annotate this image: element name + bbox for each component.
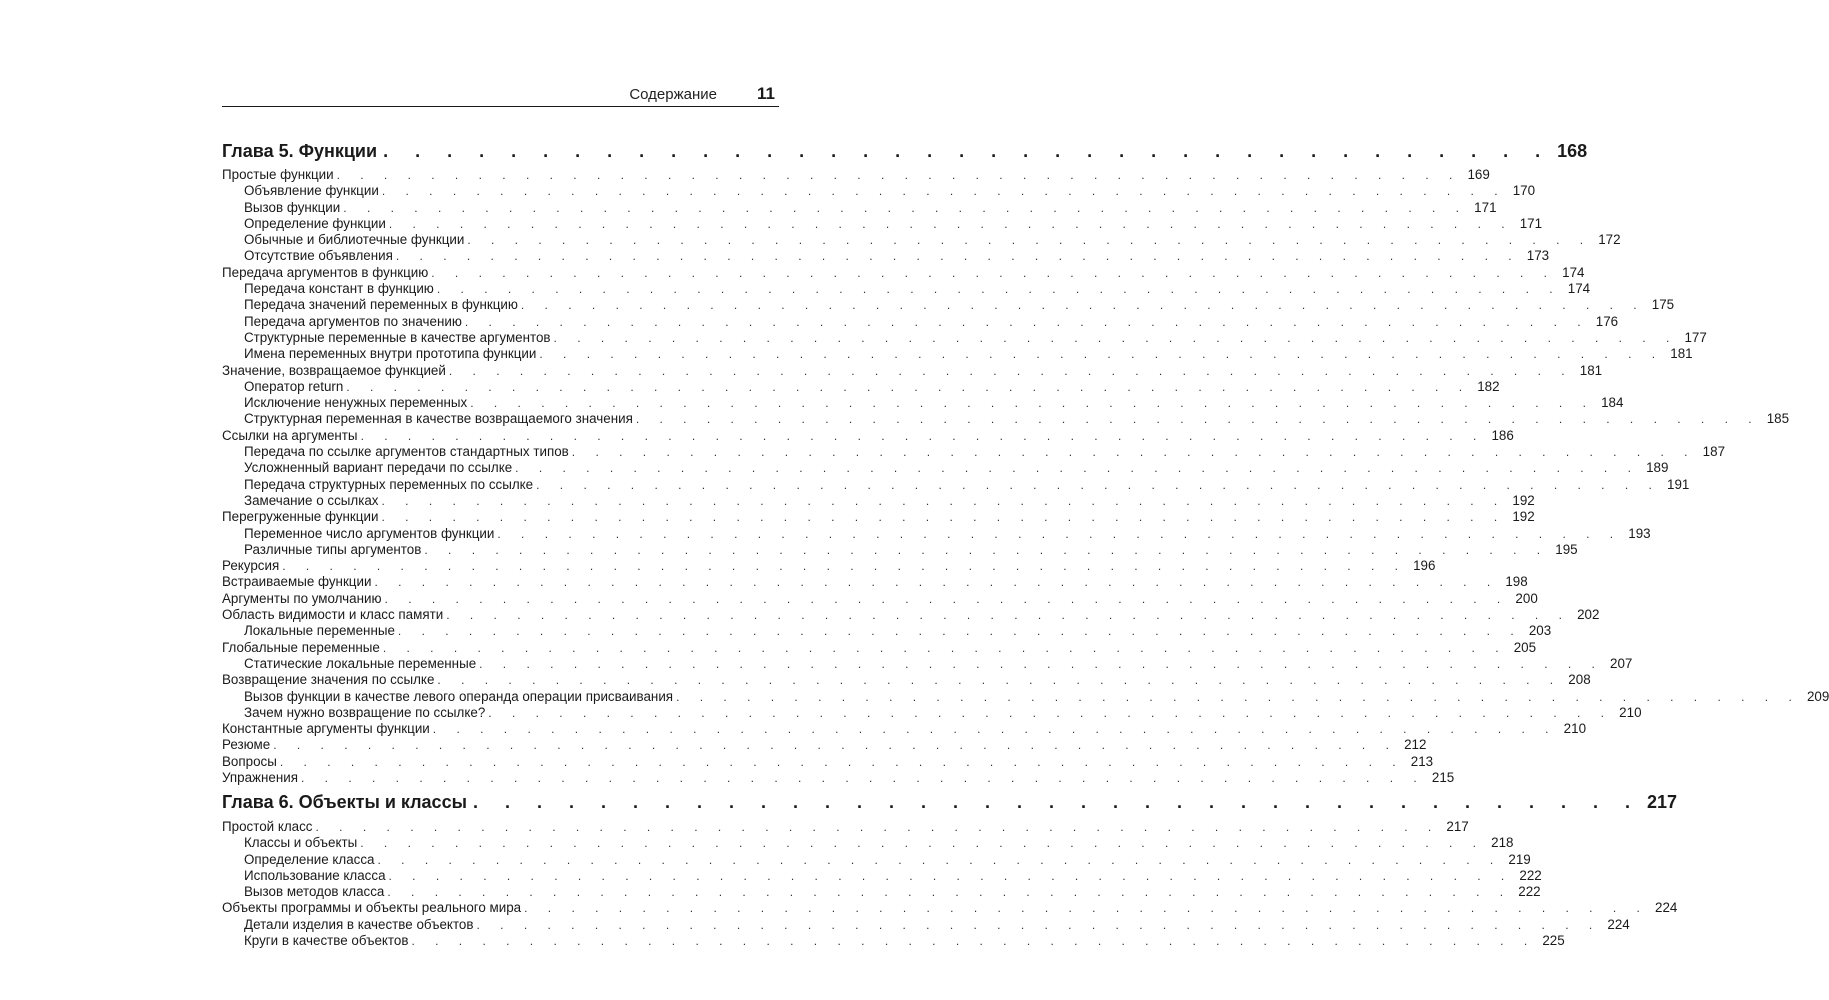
toc-entry (222, 574, 1528, 590)
toc-entry-page: 217 (1446, 819, 1469, 834)
toc-entry-title: Локальные переменные (244, 623, 395, 639)
dot-leader: . . . . . . . . . . . . . . . . . . . . . . . . . . . . . . . . . . . . . . . . . . . . . . . . (571, 445, 1697, 460)
toc-entry-page: 172 (1598, 232, 1621, 248)
dot-leader: . . . . . . . . . . . . . . . . . . . . . . . . . . . . . . . . . . . . . . . . . . . . . . . . (384, 591, 1509, 606)
chapter-heading (222, 141, 1588, 165)
toc-entry (222, 721, 1587, 737)
dot-leader: . . . . . . . . . . . . . . . . . . . . . . . . . . . . . . . . . . . . . . . . . . . . . . . . (282, 559, 1407, 574)
toc-list (222, 167, 1829, 786)
toc-entry-title: Замечание о ссылках (244, 492, 379, 508)
dot-leader: . . . . . . . . . . . . . . . . . . . . . . . . . . . . . . . . . . . . . . . . . . . . . . . . (424, 542, 1549, 557)
toc-entry-title: Константные аргументы функции (222, 721, 430, 737)
toc-entry-page: 187 (1702, 444, 1726, 460)
toc-entry (222, 655, 1633, 672)
dot-leader: . . . . . . . . . . . . . . . . . . . . . . . . . . . . . . . . . . . . . . . . . . . . . . . . (343, 200, 1468, 215)
toc-entry-title: Оператор return (244, 378, 344, 394)
toc-entry-title: Область видимости и класс памяти (222, 607, 444, 623)
toc-entry-page: 210 (1619, 704, 1642, 720)
toc-entry-title: Упражнения (222, 769, 298, 785)
toc-entry-title: Исключение ненужных переменных (244, 395, 468, 411)
toc-entry-page: 212 (1404, 737, 1427, 753)
toc-list (222, 819, 1678, 949)
toc-entry-title: Усложненный вариант передачи по ссылке (244, 460, 513, 476)
dot-leader: . . . . . . . . . . . . . . . . . . . . . . . . . . . . . . . . . . . . . . . . . . . . . . . . (470, 396, 1595, 411)
toc-entry-page: 222 (1518, 884, 1541, 900)
toc-entry-title: Значение, возвращаемое функцией (222, 362, 446, 378)
toc-entry-page: 191 (1667, 476, 1690, 492)
toc-entry (222, 281, 1591, 297)
header-page-number: 11 (757, 84, 775, 103)
toc-entry-title: Передача по ссылке аргументов стандартных типов (244, 444, 569, 460)
toc-entry (222, 167, 1490, 183)
toc-entry-title: Статические локальные переменные (244, 655, 477, 671)
toc-entry-page: 171 (1519, 215, 1543, 231)
dot-leader: . . . . . . . . . . . . . . . . . . . . . . . . . . . . . . . . . . . . . . . . . . . . . . . . (279, 754, 1405, 769)
toc-entry (222, 916, 1630, 933)
toc-entry-page: 181 (1670, 346, 1693, 362)
dot-leader: . . . . . . . . . . . . . . . . . . . . . . . . . . . . . . . . . . . . . . . . . . . . . . . . (388, 216, 1514, 231)
toc-entry-page: 192 (1512, 509, 1535, 525)
dot-leader: . . . . . . . . . . . . . . . . . . . . . . . . . . . . . . . . . . . . . . . . . . . . . . . . (336, 168, 1461, 182)
toc-entry (222, 623, 1552, 639)
dot-leader: . . . . . . . . . . . . . . . . . . . . . . . . . . . . . . . . . . . . . . . . . . . . . . . . (273, 738, 1398, 753)
toc-entry (222, 346, 1693, 362)
toc-entry (222, 639, 1537, 656)
dot-leader: . . . . . . . . . . . . . . . . . . . . . . . . . . . . . . . . . . . . . . . . . . . . . . . . (476, 917, 1601, 932)
toc-entry-page: 196 (1413, 558, 1436, 574)
toc-entry-title: Простые функции (222, 167, 334, 182)
toc-entry-page: 215 (1431, 769, 1455, 785)
toc-entry-title: Вызов функции (244, 199, 341, 215)
dot-leader: . . . . . . . . . . . . . . . . . . . . . . . . . . . . . . . . . . . . . . . . . . . . . . . . (374, 575, 1499, 590)
toc-entry-page: 225 (1542, 933, 1565, 949)
toc-entry-page: 195 (1555, 541, 1578, 557)
toc-entry-title: Рекурсия (222, 558, 280, 574)
dot-leader: . . . . . . . . . . . . . . . . . . . . . . . . . . . . . . . . . . . . . (472, 792, 1642, 812)
toc-entry-title: Структурные переменные в качестве аргументов (244, 329, 551, 345)
toc-entry-title: Встраиваемые функции (222, 574, 372, 590)
toc-entry-title: Резюме (222, 737, 271, 753)
dot-leader: . . . . . . . . . . . . . . . . . . . . . . . . . . . . . . . . . . . . . . . . . . . . . . . . (381, 493, 1506, 508)
toc-entry (222, 884, 1541, 900)
toc-entry-page: 193 (1628, 525, 1651, 541)
toc-entry-title: Объявление функции (244, 183, 379, 199)
dot-leader: . . . . . . . . . . . . . . . . . . . . . . . . . . . . . . . . . . . . . . . . . . . . . . . . (515, 461, 1640, 476)
toc-entry-title: Передача значений переменных в функцию (244, 297, 518, 313)
toc-entry-title: Вопросы (222, 753, 277, 769)
toc-entry (222, 933, 1565, 949)
toc-entry (222, 688, 1829, 705)
toc-entry (222, 737, 1427, 753)
toc-entry-page: 170 (1512, 183, 1536, 199)
running-header (222, 84, 779, 107)
toc-entry-title: Структурная переменная в качестве возвращаемого значения (244, 411, 633, 427)
toc-entry-title: Ссылки на аргументы (222, 427, 358, 443)
header-section-title: Содержание (629, 86, 717, 103)
toc-entry-page: 189 (1646, 460, 1669, 476)
toc-entry-page: 182 (1477, 378, 1500, 394)
toc-entry-page: 173 (1526, 248, 1550, 264)
toc-entry (222, 215, 1543, 232)
toc-entry (222, 476, 1690, 493)
toc-entry-page: 174 (1562, 264, 1585, 280)
toc-entry-title: Возвращение значения по ссылке (222, 672, 435, 688)
toc-entry-title: Зачем нужно возвращение по ссылке? (244, 704, 486, 720)
toc-entry-page: 218 (1491, 835, 1514, 851)
toc-entry-page: 186 (1491, 427, 1514, 443)
dot-leader: . . . . . . . . . . . . . . . . . . . . . . . . . . . . . . . . . . . . . . . . . . . . . . . . (395, 249, 1521, 264)
toc-entry (222, 460, 1669, 476)
toc-entry-page: 224 (1607, 916, 1630, 932)
toc-entry-title: Вызов методов класса (244, 884, 385, 900)
toc-entry-page: 177 (1684, 329, 1707, 345)
toc-entry-page: 176 (1595, 313, 1619, 329)
toc-entry-title: Глобальные переменные (222, 639, 380, 655)
toc-entry-page: 192 (1512, 492, 1535, 508)
toc-entry-page: 222 (1519, 867, 1542, 883)
toc-entry (222, 183, 1536, 199)
dot-leader: . . . . . . . . . . . . . . . . . . . . . . . . . . . . . . . . . . . . . . . . . . . . . . . . (479, 656, 1604, 671)
toc-entry (222, 411, 1790, 427)
chapter-heading (222, 792, 1678, 816)
toc-entry-title: Использование класса (244, 867, 386, 883)
dot-leader: . . . . . . . . . . . . . . . . . . . . . . . . . . . . . . . . . . . . . . . . . . . . . . . . (346, 379, 1471, 394)
dot-leader: . . . . . . . . . . . . . . . . . . . . . . . . . . . . . . . . . . . . . . . . . . . . . . . . (464, 314, 1590, 329)
toc-entry-title: Круги в качестве объектов (244, 933, 409, 949)
toc-entry-title: Передача аргументов в функцию (222, 264, 429, 280)
toc-entry-page: 198 (1505, 574, 1528, 590)
toc-entry-title: Вызов функции в качестве левого операнда операции присваивания (244, 688, 674, 704)
dot-leader: . . . . . . . . . . . . . . . . . . . . . . . . . . . . . . . . . . . . . . . . . . . . . . . . (411, 934, 1536, 949)
toc-entry-page: 184 (1601, 395, 1624, 411)
toc-entry-page: 210 (1563, 721, 1587, 737)
dot-leader: . . . . . . . . . . . . . . . . . . . . . . . . . . . . . . . . . . . . . . . . . . . . . . . . (381, 510, 1506, 525)
toc-entry-page: 213 (1410, 753, 1434, 769)
toc-entry (222, 769, 1455, 786)
toc-entry (222, 835, 1514, 851)
toc-entry (222, 525, 1651, 542)
toc-entry-title: Детали изделия в качестве объектов (244, 916, 474, 932)
book-page (222, 0, 1829, 1000)
toc-entry-page: 181 (1579, 362, 1603, 378)
dot-leader: . . . . . . . . . . . . . . . . . . . . . . . . . . . . . . . . . . . . . . . . . . . . . . . . (382, 640, 1508, 655)
toc-entry-page: 202 (1577, 607, 1600, 623)
toc-entry-title: Передача структурных переменных по ссылке (244, 476, 534, 492)
toc-entry (222, 492, 1535, 509)
dot-leader: . . . . . . . . . . . . . . . . . . . . . . . . . . . . . . . . . . . . . (383, 141, 1552, 161)
toc-entry-page: 169 (1467, 167, 1490, 182)
toc-entry-title: Передача аргументов по значению (244, 313, 462, 329)
toc-entry-title: Отсутствие объявления (244, 248, 393, 264)
toc-entry (222, 395, 1624, 411)
dot-leader: . . . . . . . . . . . . . . . . . . . . . . . . . . . . . . . . . . . . . . . . . . . . . . . . (437, 673, 1562, 688)
dot-leader: . . . . . . . . . . . . . . . . . . . . . . . . . . . . . . . . . . . . . . . . . . . . . . . . (388, 868, 1513, 883)
dot-leader: . . . . . . . . . . . . . . . . . . . . . . . . . . . . . . . . . . . . . . . . . . . . . . . . (436, 282, 1562, 297)
toc-entry-title: Имена переменных внутри прототипа функции (244, 346, 537, 362)
toc-entry-title: Передача констант в функцию (244, 281, 434, 297)
dot-leader: . . . . . . . . . . . . . . . . . . . . . . . . . . . . . . . . . . . . . . . . . . . . . . . . (524, 901, 1649, 916)
toc-entry-page: 203 (1528, 623, 1552, 639)
toc-entry-title: Определение класса (244, 851, 375, 867)
toc-entry-title: Переменное число аргументов функции (244, 525, 495, 541)
dot-leader: . . . . . . . . . . . . . . . . . . . . . . . . . . . . . . . . . . . . . . . . . . . . . . . . (360, 836, 1485, 851)
toc-entry-page: 171 (1474, 199, 1497, 215)
toc-entry (222, 329, 1707, 346)
toc-entry (222, 313, 1619, 330)
dot-leader: . . . . . . . . . . . . . . . . . . . . . . . . . . . . . . . . . . . . . . . . . . . . . . . . (397, 624, 1523, 639)
dot-leader: . . . . . . . . . . . . . . . . . . . . . . . . . . . . . . . . . . . . . . . . . . . . . . . . (431, 265, 1556, 280)
dot-leader: . . . . . . . . . . . . . . . . . . . . . . . . . . . . . . . . . . . . . . . . . . . . . . . . (446, 608, 1571, 623)
toc-entry-page: 205 (1513, 639, 1537, 655)
toc-entry-title: Простой класс (222, 819, 313, 834)
toc-entry (222, 509, 1535, 525)
toc-entry (222, 199, 1497, 216)
chapter-title: Глава 6. Объекты и классы (222, 792, 467, 812)
dot-leader: . . . . . . . . . . . . . . . . . . . . . . . . . . . . . . . . . . . . . . . . . . . . . . . . (387, 885, 1512, 900)
dot-leader: . . . . . . . . . . . . . . . . . . . . . . . . . . . . . . . . . . . . . . . . . . . . . . . . (381, 184, 1507, 199)
toc-entry-page: 209 (1806, 688, 1829, 704)
toc-entry (222, 362, 1603, 379)
dot-leader: . . . . . . . . . . . . . . . . . . . . . . . . . . . . . . . . . . . . . . . . . . . . . . . . (635, 412, 1761, 427)
dot-leader: . . . . . . . . . . . . . . . . . . . . . . . . . . . . . . . . . . . . . . . . . . . . . . . . (536, 477, 1661, 492)
toc-entry (222, 541, 1578, 558)
toc-entry-page: 207 (1610, 655, 1633, 671)
toc-entry-page: 175 (1651, 297, 1675, 313)
chapter-title: Глава 5. Функции (222, 141, 378, 161)
toc-entry-page: 224 (1655, 900, 1678, 916)
toc-entry (222, 248, 1550, 264)
toc-entry (222, 867, 1542, 884)
toc-entry (222, 232, 1621, 248)
toc-entry-title: Аргументы по умолчанию (222, 590, 382, 606)
dot-leader: . . . . . . . . . . . . . . . . . . . . . . . . . . . . . . . . . . . . . . . . . . . . . . . . (467, 233, 1592, 248)
dot-leader: . . . . . . . . . . . . . . . . . . . . . . . . . . . . . . . . . . . . . . . . . . . . . . . . (300, 770, 1426, 785)
toc-entry-title: Определение функции (244, 215, 386, 231)
toc-entry-title: Классы и объекты (244, 835, 358, 851)
dot-leader: . . . . . . . . . . . . . . . . . . . . . . . . . . . . . . . . . . . . . . . . . . . . . . . . (377, 852, 1502, 867)
toc-entry-page: 208 (1568, 672, 1591, 688)
toc-entry-page: 174 (1567, 281, 1591, 297)
toc-entry (222, 558, 1436, 574)
toc-entry (222, 444, 1726, 460)
toc-entry (222, 672, 1591, 688)
toc-entry-title: Перегруженные функции (222, 509, 379, 525)
dot-leader: . . . . . . . . . . . . . . . . . . . . . . . . . . . . . . . . . . . . . . . . . . . . . . . . (520, 298, 1646, 313)
chapter-page: 217 (1647, 792, 1678, 812)
toc-entry (222, 590, 1538, 607)
toc-entry (222, 264, 1585, 281)
toc-entry-title: Обычные и библиотечные функции (244, 232, 465, 248)
toc-entry (222, 851, 1531, 868)
dot-leader: . . . . . . . . . . . . . . . . . . . . . . . . . . . . . . . . . . . . . . . . . . . . . . . . (448, 363, 1574, 378)
toc-entry (222, 297, 1675, 313)
toc-entry (222, 378, 1500, 395)
dot-leader: . . . . . . . . . . . . . . . . . . . . . . . . . . . . . . . . . . . . . . . . . . . . . . . . (360, 428, 1485, 443)
toc-entry (222, 819, 1469, 835)
toc-entry (222, 427, 1514, 444)
dot-leader: . . . . . . . . . . . . . . . . . . . . . . . . . . . . . . . . . . . . . . . . . . . . . . . . (497, 526, 1622, 541)
dot-leader: . . . . . . . . . . . . . . . . . . . . . . . . . . . . . . . . . . . . . . . . . . . . . . . . (553, 330, 1678, 345)
toc-entry-title: Различные типы аргументов (244, 541, 422, 557)
dot-leader: . . . . . . . . . . . . . . . . . . . . . . . . . . . . . . . . . . . . . . . . . . . . . . . . (432, 722, 1558, 737)
toc-entry-page: 219 (1508, 851, 1531, 867)
toc-entry (222, 704, 1642, 721)
toc-entry-page: 185 (1766, 411, 1790, 427)
dot-leader: . . . . . . . . . . . . . . . . . . . . . . . . . . . . . . . . . . . . . . . . . . . . . . . . (676, 689, 1801, 704)
chapter-page: 168 (1557, 141, 1588, 161)
toc-entry-page: 200 (1515, 590, 1538, 606)
toc-entry (222, 607, 1600, 623)
toc-entry (222, 753, 1434, 770)
dot-leader: . . . . . . . . . . . . . . . . . . . . . . . . . . . . . . . . . . . . . . . . . . . . . . . . (315, 820, 1440, 834)
dot-leader: . . . . . . . . . . . . . . . . . . . . . . . . . . . . . . . . . . . . . . . . . . . . . . . . (488, 705, 1613, 720)
dot-leader: . . . . . . . . . . . . . . . . . . . . . . . . . . . . . . . . . . . . . . . . . . . . . . . . (539, 347, 1664, 362)
toc-entry-title: Объекты программы и объекты реального мира (222, 900, 522, 916)
toc-entry (222, 900, 1678, 916)
